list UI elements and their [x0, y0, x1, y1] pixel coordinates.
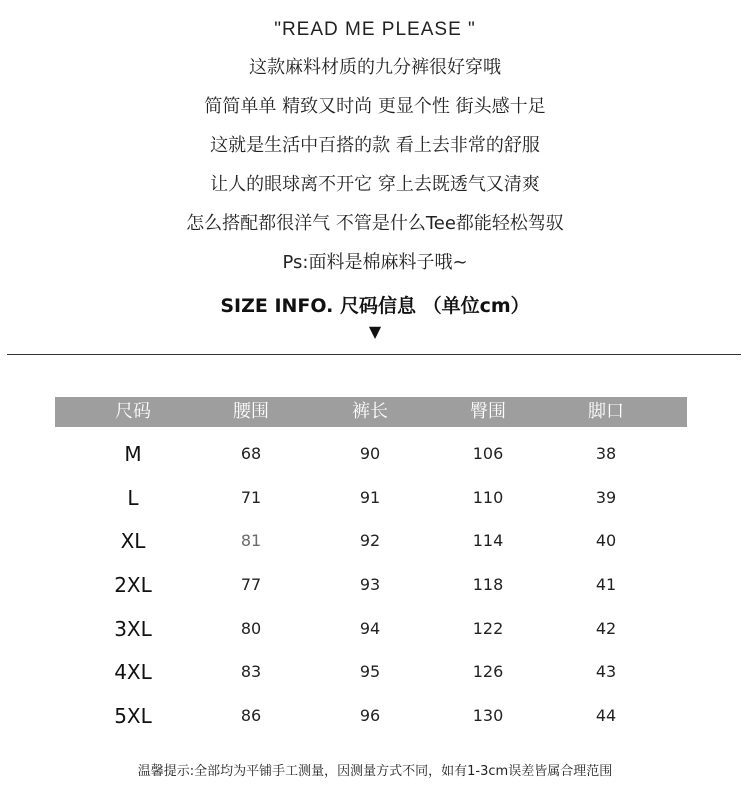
intro-line: 这就是生活中百搭的款 看上去非常的舒服 [210, 135, 540, 156]
down-arrow-icon: ▼ [368, 322, 382, 341]
table-row [55, 570, 687, 600]
cell-hip: 114 [472, 531, 504, 550]
cell-hip: 118 [472, 575, 504, 594]
size-table-header [55, 397, 687, 427]
measurement-note: 温馨提示:全部均为平铺手工测量，因测量方式不同，如有1-3cm误差皆属合理范围 [137, 764, 613, 779]
cell-size: 4XL [114, 660, 152, 684]
cell-length: 93 [359, 575, 381, 594]
cell-hem: 42 [595, 619, 617, 638]
cell-hem: 43 [595, 662, 617, 681]
cell-size: L [127, 486, 139, 510]
column-header-hem: 脚口 [588, 401, 624, 422]
cell-waist: 86 [240, 706, 262, 725]
cell-size: 3XL [114, 617, 152, 641]
intro-line: 这款麻料材质的九分裤很好穿哦 [249, 57, 501, 78]
intro-line: 让人的眼球离不开它 穿上去既透气又清爽 [210, 174, 540, 195]
cell-size: 2XL [114, 573, 152, 597]
cell-hip: 110 [472, 488, 504, 507]
cell-hip: 122 [472, 619, 504, 638]
cell-size: M [124, 442, 142, 466]
cell-hem: 41 [595, 575, 617, 594]
column-header-waist: 腰围 [233, 401, 269, 422]
table-row [55, 614, 687, 644]
cell-waist: 77 [240, 575, 262, 594]
cell-waist: 68 [240, 444, 262, 463]
cell-hem: 44 [595, 706, 617, 725]
cell-length: 91 [359, 488, 381, 507]
cell-waist: 81 [240, 531, 262, 550]
table-row [55, 701, 687, 731]
cell-size: XL [120, 529, 146, 553]
column-header-hip: 臀围 [470, 401, 506, 422]
cell-hem: 38 [595, 444, 617, 463]
table-row [55, 526, 687, 556]
divider [7, 354, 741, 355]
cell-length: 90 [359, 444, 381, 463]
cell-hem: 40 [595, 531, 617, 550]
table-row [55, 657, 687, 687]
cell-size: 5XL [114, 704, 152, 728]
intro-line: 简简单单 精致又时尚 更显个性 街头感十足 [204, 96, 546, 117]
read-me-title: "READ ME PLEASE " [274, 19, 476, 40]
cell-hip: 126 [472, 662, 504, 681]
cell-hem: 39 [595, 488, 617, 507]
column-header-length: 裤长 [352, 401, 388, 422]
cell-hip: 130 [472, 706, 504, 725]
intro-line: 怎么搭配都很洋气 不管是什么Tee都能轻松驾驭 [186, 213, 564, 234]
cell-length: 94 [359, 619, 381, 638]
cell-length: 95 [359, 662, 381, 681]
table-row [55, 483, 687, 513]
cell-waist: 71 [240, 488, 262, 507]
cell-waist: 80 [240, 619, 262, 638]
cell-waist: 83 [240, 662, 262, 681]
cell-hip: 106 [472, 444, 504, 463]
cell-length: 92 [359, 531, 381, 550]
cell-length: 96 [359, 706, 381, 725]
intro-line: Ps:面料是棉麻料子哦~ [282, 252, 468, 273]
column-header-size: 尺码 [115, 401, 151, 422]
table-row [55, 439, 687, 469]
size-info-heading: SIZE INFO. 尺码信息 （单位cm） [220, 295, 530, 317]
intro-section [0, 12, 750, 282]
